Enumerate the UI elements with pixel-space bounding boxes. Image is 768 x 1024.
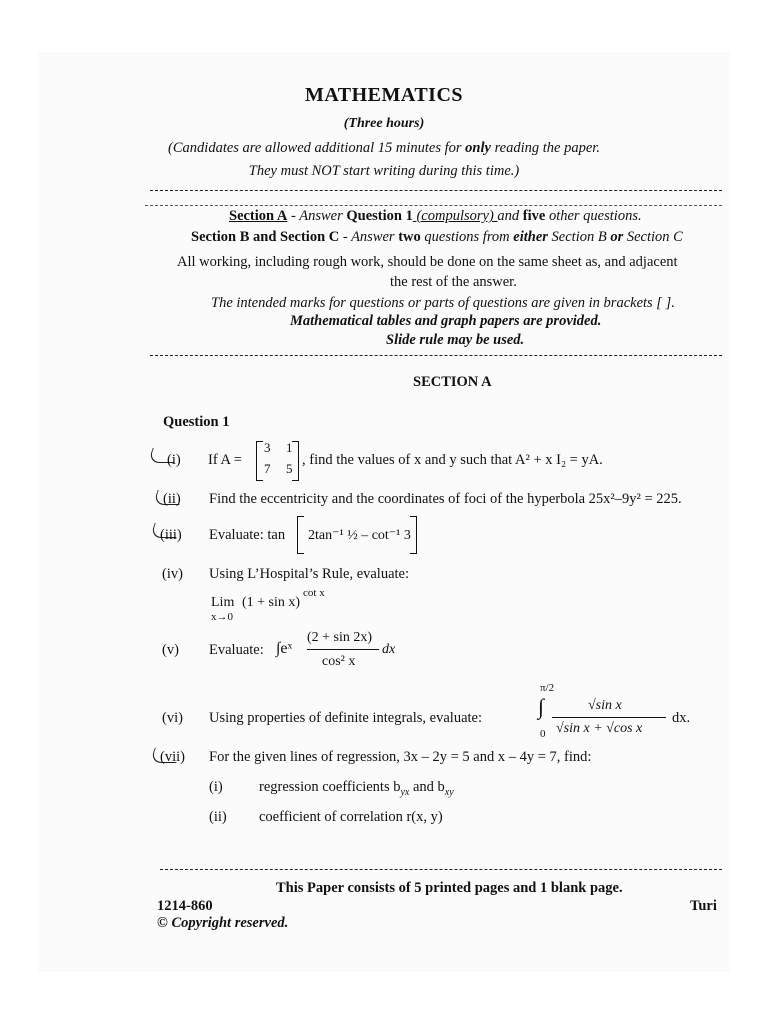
integral-lower-limit: 0 <box>540 728 546 740</box>
turn-over: Turi <box>690 898 717 914</box>
matrix-cell: 5 <box>286 461 293 476</box>
matrix-bracket <box>292 441 299 481</box>
subpart-text: coefficient of correlation r(x, y) <box>259 809 443 825</box>
note-line-1: (Candidates are allowed additional 15 minutes for only reading the paper. <box>168 140 600 156</box>
item-number: (v) <box>162 642 179 658</box>
item-number: (ii) <box>163 491 181 507</box>
item-text: Using L’Hospital’s Rule, evaluate: <box>209 566 410 582</box>
integral-sign: ∫ <box>538 694 545 719</box>
divider <box>150 355 722 356</box>
integral-suffix: dx <box>382 642 396 657</box>
instruction-tables: Mathematical tables and graph papers are provided. <box>290 313 602 329</box>
instruction-marks: The intended marks for questions or parts of questions are given in brackets [ ]. <box>211 295 675 311</box>
matrix-cell: 1 <box>286 440 293 455</box>
expr-bracket <box>410 516 417 554</box>
paper-code: 1214-860 <box>157 898 213 914</box>
item-number: (i) <box>167 452 181 468</box>
item-text: For the given lines of regression, 3x – 2y = 5 and x – 4y = 7, find: <box>209 749 592 765</box>
limit-label: Lim <box>211 595 235 610</box>
item-text-post: , find the values of x and y such that A² + x I₂ = yA. <box>302 452 603 468</box>
integral-prefix: ∫eˣ <box>276 640 293 657</box>
expr-bracket <box>297 516 304 554</box>
subpart-number: (i) <box>209 779 223 795</box>
duration: (Three hours) <box>343 116 425 131</box>
integral-suffix: dx. <box>672 710 691 726</box>
expr-text: 2tan⁻¹ ½ – cot⁻¹ 3 <box>308 528 411 543</box>
paper-title: MATHEMATICS <box>304 84 464 106</box>
matrix-cell: 7 <box>264 461 271 476</box>
item-text: Find the eccentricity and the coordinates of foci of the hyperbola 25x²–9y² = 225. <box>209 491 682 507</box>
integral-upper-limit: π/2 <box>540 682 555 694</box>
instruction-slide-rule: Slide rule may be used. <box>386 332 525 348</box>
instruction-section-bc: Section B and Section C - Answer two questions from either Section B or Section C <box>191 229 683 245</box>
divider <box>145 205 722 206</box>
copyright: © Copyright reserved. <box>157 915 289 931</box>
matrix-cell: 3 <box>264 440 271 455</box>
item-number: (iv) <box>162 566 183 582</box>
fraction-numerator: (2 + sin 2x) <box>307 630 373 645</box>
item-number: (vii) <box>160 749 185 765</box>
limit-exponent: cot x <box>303 587 325 599</box>
item-number: (iii) <box>160 527 182 543</box>
divider <box>150 190 722 191</box>
note-line-2: They must NOT start writing during this time.) <box>248 163 520 179</box>
limit-subscript: x→0 <box>211 611 233 623</box>
instruction-working-2: the rest of the answer. <box>390 274 517 290</box>
pages-note: This Paper consists of 5 printed pages and 1 blank page. <box>276 880 623 896</box>
subpart-text: regression coefficients $b_{yx}$ and $b_{xy}$ <box>259 779 454 798</box>
fraction-denominator: cos² x <box>322 654 356 669</box>
item-text: Using properties of definite integrals, evaluate: <box>209 710 482 726</box>
item-text: Evaluate: tan <box>209 527 286 543</box>
matrix-bracket <box>256 441 263 481</box>
section-heading: SECTION A <box>413 374 492 390</box>
fraction-numerator: √sin x <box>588 698 622 713</box>
instruction-section-a: Section A - Answer Question 1 (compulsory) and five other questions. <box>229 208 642 224</box>
fraction-denominator: √sin x + √cos x <box>556 721 643 736</box>
item-text: Evaluate: <box>209 642 264 658</box>
fraction-bar <box>307 649 379 650</box>
question-label: Question 1 <box>163 414 230 430</box>
fraction-bar <box>552 717 666 718</box>
subpart-number: (ii) <box>209 809 227 825</box>
item-number: (vi) <box>162 710 183 726</box>
item-text-pre: If A = <box>208 452 242 468</box>
limit-body: (1 + sin x) <box>242 595 301 610</box>
divider <box>160 869 722 870</box>
instruction-working-1: All working, including rough work, should be done on the same sheet as, and adjacent <box>177 254 678 270</box>
